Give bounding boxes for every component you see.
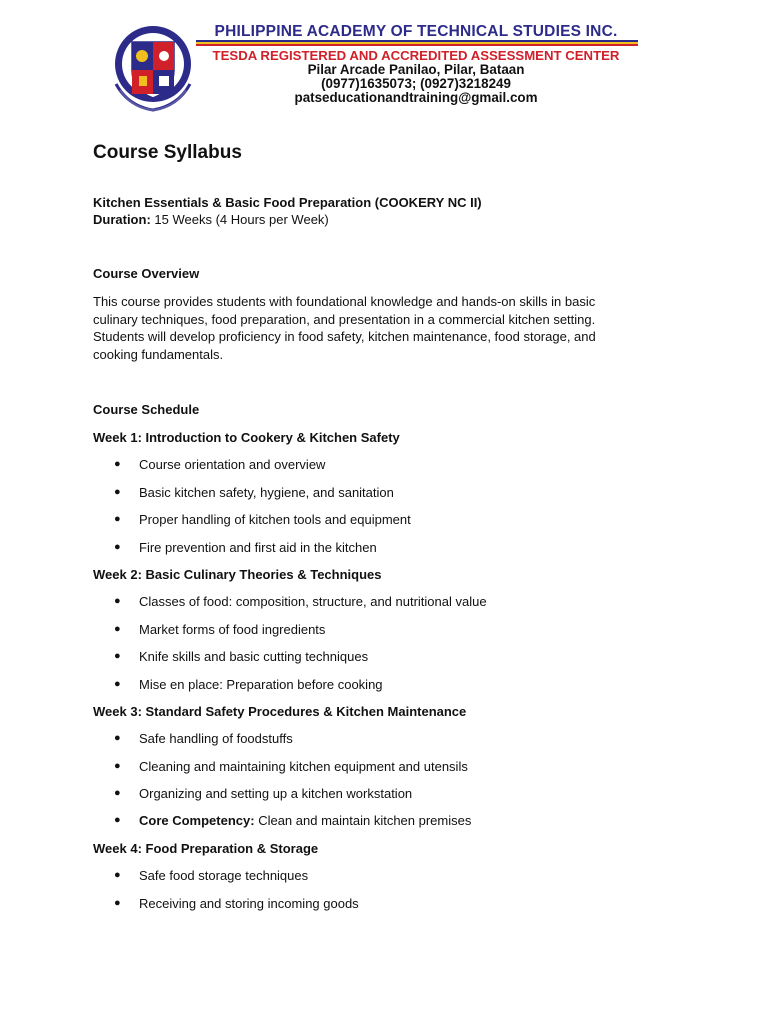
bullet-icon: ●: [114, 677, 121, 690]
bullet-icon: ●: [114, 732, 121, 745]
email-line: patseducationandtraining@gmail.com: [294, 90, 538, 105]
list-item: ● Safe handling of foodstuffs: [114, 731, 293, 747]
bullet-icon: ●: [114, 814, 121, 827]
schedule-heading: Course Schedule: [93, 402, 200, 417]
org-name: PHILIPPINE ACADEMY OF TECHNICAL STUDIES INC.: [214, 23, 618, 40]
bullet-icon: ●: [114, 759, 121, 772]
bullet-icon: ●: [114, 650, 121, 663]
bullet-icon: ●: [114, 458, 121, 471]
list-item: ● Basic kitchen safety, hygiene, and sanitation: [114, 484, 394, 500]
week-1-title: Week 1: Introduction to Cookery & Kitchen Safety: [93, 430, 400, 445]
competency-text: Clean and maintain kitchen premises: [254, 813, 472, 829]
bullet-icon: ●: [114, 787, 121, 800]
week-4-items: [93, 867, 653, 922]
overview-heading: Course Overview: [93, 266, 200, 281]
week-4-title: Week 4: Food Preparation & Storage: [93, 840, 319, 856]
address-line: Pilar Arcade Panilao, Pilar, Bataan: [307, 62, 525, 77]
duration-line: [93, 211, 329, 229]
bullet-icon: ●: [114, 869, 121, 882]
duration-value: 15 Weeks (4 Hours per Week): [150, 212, 329, 227]
list-item: ● Mise en place: Preparation before cooking: [114, 676, 383, 692]
week-2-items: [93, 593, 653, 703]
week-3-items: [93, 730, 653, 840]
core-competency-item: [93, 812, 653, 839]
overview-text: This course provides students with foundational knowledge and hands-on skills in basic culinary techniques, food preparation, and presentation in a commercial kitchen setting. Students will develop proficiency in food safety, kitchen maintenance, food storage, and cooking fundamentals.: [93, 294, 596, 362]
list-item: ● Cleaning and maintaining kitchen equipment and utensils: [114, 758, 468, 774]
bullet-icon: ●: [114, 513, 121, 526]
list-item: ● Organizing and setting up a kitchen workstation: [114, 786, 413, 802]
list-item: ● Proper handling of kitchen tools and equipment: [114, 512, 411, 528]
duration-label: Duration:: [93, 212, 151, 227]
phone-line: (0977)1635073; (0927)3218249: [321, 76, 511, 91]
bullet-icon: ●: [114, 896, 121, 909]
bullet-icon: ●: [114, 540, 121, 553]
list-item: ● Market forms of food ingredients: [114, 621, 326, 637]
academy-seal-logo: [108, 24, 198, 112]
list-item: ● Classes of food: composition, structure, and nutritional value: [114, 594, 487, 610]
bullet-icon: ●: [114, 622, 121, 635]
schedule-list: [93, 429, 653, 922]
accreditation-line: TESDA REGISTERED AND ACCREDITED ASSESSMENT CENTER: [212, 48, 620, 63]
list-item: ● Course orientation and overview: [114, 457, 326, 473]
page-title: Course Syllabus: [93, 142, 242, 163]
letterhead: [108, 22, 638, 114]
list-item: ● Fire prevention and first aid in the kitchen: [114, 539, 377, 555]
bullet-icon: ●: [114, 485, 121, 498]
competency-label: Core Competency:: [139, 813, 255, 829]
course-name: Kitchen Essentials & Basic Food Preparation (COOKERY NC II): [93, 195, 482, 210]
list-item: ● Safe food storage techniques: [114, 868, 309, 884]
list-item: ● Receiving and storing incoming goods: [114, 895, 359, 911]
list-item: ● Knife skills and basic cutting techniques: [114, 649, 369, 665]
week-1-items: [93, 456, 653, 566]
bullet-icon: ●: [114, 595, 121, 608]
week-2-title: Week 2: Basic Culinary Theories & Techniques: [93, 566, 382, 582]
week-3-title: Week 3: Standard Safety Procedures & Kitchen Maintenance: [93, 703, 467, 719]
